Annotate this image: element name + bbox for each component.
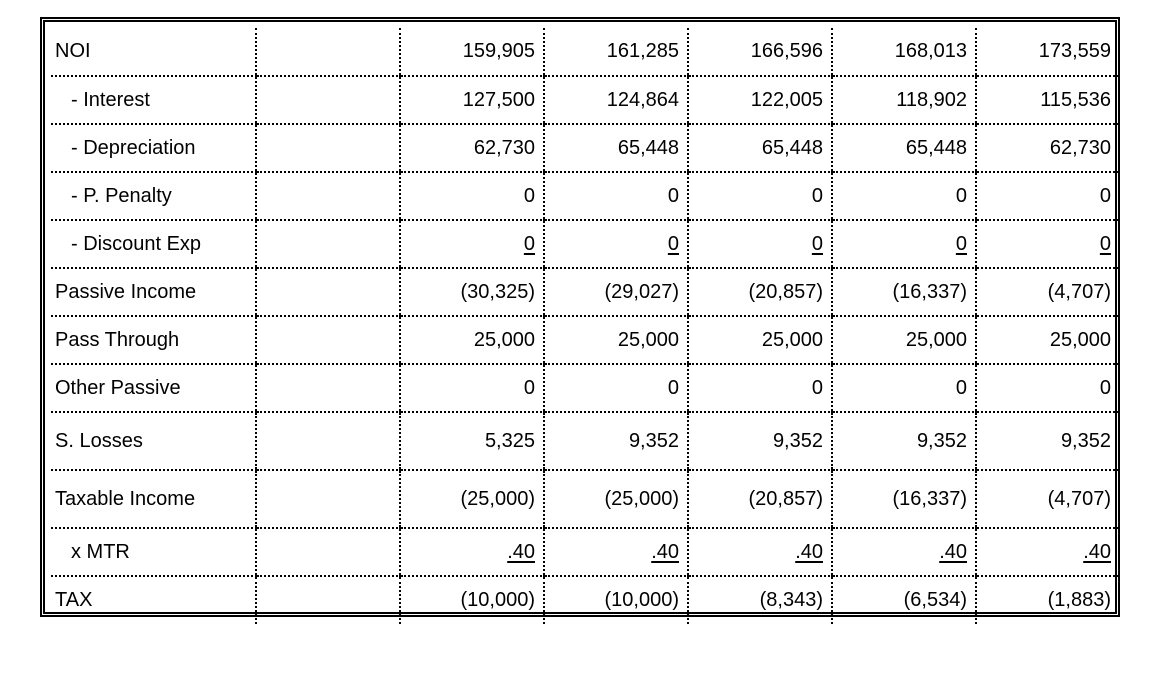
value-text: 5,325 [484, 429, 535, 452]
value-cell [400, 28, 544, 76]
value-text: 62,730 [1049, 136, 1111, 159]
value-text: 118,902 [896, 88, 967, 111]
value-cell [688, 316, 832, 364]
value-text: 65,448 [761, 136, 823, 159]
value-cell [400, 412, 544, 470]
value-text: 65,448 [617, 136, 679, 159]
value-cell [400, 364, 544, 412]
value-cell [976, 76, 1119, 124]
value-cell [976, 124, 1119, 172]
value-cell [976, 412, 1119, 470]
value-text: 0 [1099, 376, 1111, 399]
value-text: (16,337) [892, 487, 967, 510]
value-text: 25,000 [761, 328, 823, 351]
blank-cell [256, 528, 400, 576]
table-row [51, 576, 1119, 624]
table-row [51, 364, 1119, 412]
value-text: .40 [1083, 540, 1111, 563]
table-row [51, 528, 1119, 576]
value-cell [688, 28, 832, 76]
value-text: 0 [1099, 184, 1111, 207]
value-cell [688, 124, 832, 172]
row-label: Taxable Income [51, 470, 256, 528]
value-cell [976, 528, 1119, 576]
value-cell [976, 316, 1119, 364]
value-text: 0 [955, 232, 967, 255]
table-body [51, 28, 1119, 624]
value-text: 9,352 [772, 429, 823, 452]
value-text: (30,325) [460, 280, 535, 303]
value-cell [544, 364, 688, 412]
value-text: (25,000) [460, 487, 535, 510]
value-text: 122,005 [750, 88, 823, 111]
value-cell [544, 28, 688, 76]
blank-cell [256, 268, 400, 316]
value-cell [544, 528, 688, 576]
row-label: - P. Penalty [51, 172, 256, 220]
value-cell [832, 76, 976, 124]
value-text: (4,707) [1047, 487, 1111, 510]
table-row [51, 76, 1119, 124]
value-text: 25,000 [905, 328, 967, 351]
table-inner [51, 28, 1111, 611]
table-row [51, 268, 1119, 316]
value-text: 0 [811, 184, 823, 207]
value-cell [832, 528, 976, 576]
value-cell [400, 76, 544, 124]
value-text: 65,448 [905, 136, 967, 159]
value-text: 0 [1099, 232, 1111, 255]
value-text: (20,857) [748, 487, 823, 510]
value-cell [976, 172, 1119, 220]
value-cell [544, 412, 688, 470]
value-cell [832, 28, 976, 76]
blank-cell [256, 76, 400, 124]
value-cell [544, 470, 688, 528]
value-text: (25,000) [604, 487, 679, 510]
blank-cell [256, 316, 400, 364]
value-cell [832, 576, 976, 624]
value-text: 25,000 [1049, 328, 1111, 351]
value-text: 9,352 [628, 429, 679, 452]
value-text: 0 [667, 184, 679, 207]
value-text: (8,343) [759, 589, 823, 611]
value-cell [400, 470, 544, 528]
value-text: 166,596 [750, 40, 823, 62]
table-row [51, 220, 1119, 268]
blank-cell [256, 28, 400, 76]
blank-cell [256, 172, 400, 220]
blank-cell [256, 412, 400, 470]
value-cell [976, 576, 1119, 624]
value-text: 124,864 [606, 88, 679, 111]
blank-cell [256, 364, 400, 412]
value-text: 0 [523, 376, 535, 399]
value-text: (6,534) [903, 589, 967, 611]
value-cell [688, 220, 832, 268]
value-text: 9,352 [1060, 429, 1111, 452]
value-cell [544, 124, 688, 172]
value-text: 25,000 [617, 328, 679, 351]
value-cell [400, 172, 544, 220]
value-text: 0 [955, 376, 967, 399]
value-cell [400, 220, 544, 268]
value-text: (4,707) [1047, 280, 1111, 303]
value-text: 127,500 [462, 88, 535, 111]
value-cell [832, 316, 976, 364]
row-label: TAX [55, 589, 93, 611]
table-frame [40, 17, 1120, 617]
value-cell [832, 412, 976, 470]
value-cell [976, 268, 1119, 316]
value-text: (29,027) [604, 280, 679, 303]
row-label: Pass Through [51, 316, 256, 364]
value-cell [688, 364, 832, 412]
value-cell [400, 124, 544, 172]
value-cell [976, 470, 1119, 528]
value-text: (16,337) [892, 280, 967, 303]
row-label: Passive Income [51, 268, 256, 316]
value-text: .40 [795, 540, 823, 563]
value-cell [688, 470, 832, 528]
row-label: S. Losses [51, 412, 256, 470]
value-cell [832, 172, 976, 220]
value-cell [832, 220, 976, 268]
value-cell [544, 576, 688, 624]
value-cell [400, 528, 544, 576]
value-text: (1,883) [1047, 589, 1111, 611]
value-text: 115,536 [1040, 88, 1111, 111]
value-cell [688, 528, 832, 576]
value-text: 0 [811, 376, 823, 399]
value-text: .40 [939, 540, 967, 563]
row-label: - Interest [51, 76, 256, 124]
value-text: (20,857) [748, 280, 823, 303]
value-text: 0 [955, 184, 967, 207]
value-text: 0 [667, 232, 679, 255]
value-text: 173,559 [1038, 40, 1111, 62]
value-text: (10,000) [460, 589, 535, 611]
table-row [51, 124, 1119, 172]
value-cell [400, 576, 544, 624]
value-cell [976, 220, 1119, 268]
blank-cell [256, 124, 400, 172]
value-cell [400, 268, 544, 316]
value-cell [688, 412, 832, 470]
table-row [51, 470, 1119, 528]
value-text: .40 [507, 540, 535, 563]
row-label: Other Passive [51, 364, 256, 412]
value-text: 0 [523, 232, 535, 255]
value-cell [544, 316, 688, 364]
value-cell [688, 268, 832, 316]
value-text: 0 [667, 376, 679, 399]
value-text: 9,352 [916, 429, 967, 452]
value-text: 168,013 [894, 40, 967, 62]
row-label: NOI [51, 28, 256, 76]
value-cell [544, 172, 688, 220]
value-text: 62,730 [473, 136, 535, 159]
row-label: - Discount Exp [51, 220, 256, 268]
value-text: 161,285 [606, 40, 679, 62]
blank-cell [256, 470, 400, 528]
value-cell [832, 470, 976, 528]
table-row [51, 412, 1119, 470]
value-cell [976, 364, 1119, 412]
blank-cell [256, 220, 400, 268]
value-text: 159,905 [462, 40, 535, 62]
value-text: .40 [651, 540, 679, 563]
value-text: (10,000) [604, 589, 679, 611]
value-cell [832, 364, 976, 412]
table-row [51, 316, 1119, 364]
value-cell [832, 124, 976, 172]
table-row [51, 172, 1119, 220]
tax-table [51, 28, 1119, 624]
value-cell [544, 268, 688, 316]
value-cell [688, 172, 832, 220]
value-cell [400, 316, 544, 364]
row-label: - Depreciation [51, 124, 256, 172]
value-cell [688, 576, 832, 624]
value-text: 0 [523, 184, 535, 207]
value-cell [688, 76, 832, 124]
value-cell [544, 76, 688, 124]
value-text: 25,000 [473, 328, 535, 351]
value-cell [544, 220, 688, 268]
value-text: 0 [811, 232, 823, 255]
value-cell [976, 28, 1119, 76]
row-label: x MTR [51, 528, 256, 576]
blank-cell [256, 576, 400, 624]
value-cell [832, 268, 976, 316]
table-row [51, 28, 1119, 76]
